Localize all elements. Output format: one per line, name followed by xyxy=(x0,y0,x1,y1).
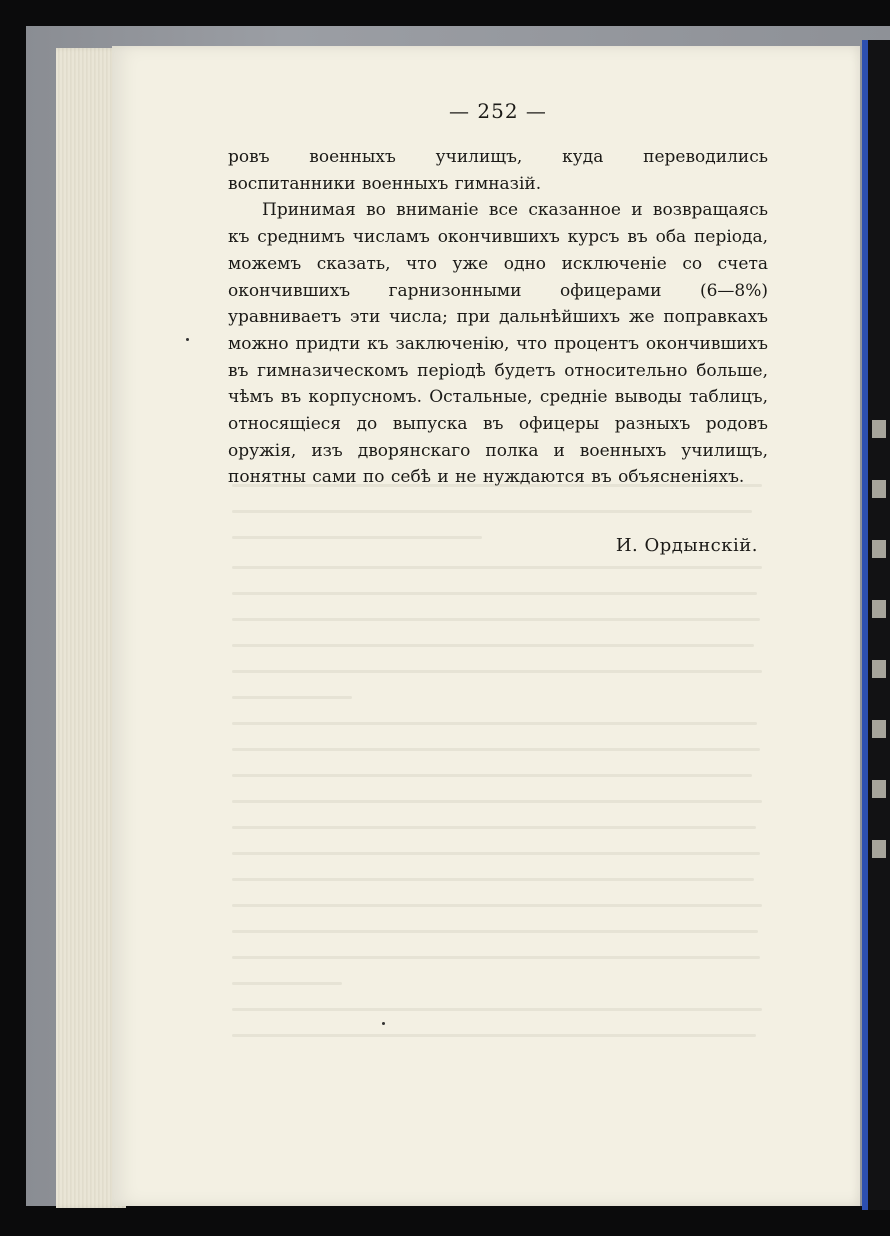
spine-lettering xyxy=(872,660,886,678)
author-signature: И. Ордынскій. xyxy=(615,535,758,557)
spine-lettering xyxy=(872,540,886,558)
spine-lettering xyxy=(872,720,886,738)
spine-lettering xyxy=(872,420,886,438)
spine-lettering xyxy=(872,480,886,498)
paper-speck xyxy=(186,338,189,341)
spine-lettering xyxy=(872,600,886,618)
page-number: — 252 — xyxy=(449,99,547,123)
paragraph-2: Принимая во вниманіе все сказанное и возвращаясь къ среднимъ числамъ окончившихъ курсъ въ оба періода, можемъ сказать, что уже одно исключеніе со счета окончившихъ гарнизонными офицерами (6—8%) уравниваетъ эти числа; при дальнѣйшихъ же поправкахъ можно придти къ заключенію, что процентъ окончившихъ въ гимназическомъ періодѣ будетъ относительно больше, чѣмъ въ корпусномъ. Остальные, средніе выводы таблицъ, относящіеся до выпуска въ офицеры разныхъ родовъ оружія, изъ дворянскаго полка и военныхъ училищъ, понятны сами по себѣ и не нуждаются въ объясненіяхъ. xyxy=(228,200,768,488)
adjacent-book-spine xyxy=(862,40,890,1210)
paper-speck xyxy=(382,1022,385,1025)
spine-lettering xyxy=(872,840,886,858)
paragraph-1: ровъ военныхъ училищъ, куда переводились воспитанники военныхъ гимназій. xyxy=(228,147,768,194)
page-text xyxy=(228,98,768,556)
spine-lettering xyxy=(872,780,886,798)
spine-edge xyxy=(862,40,868,1210)
